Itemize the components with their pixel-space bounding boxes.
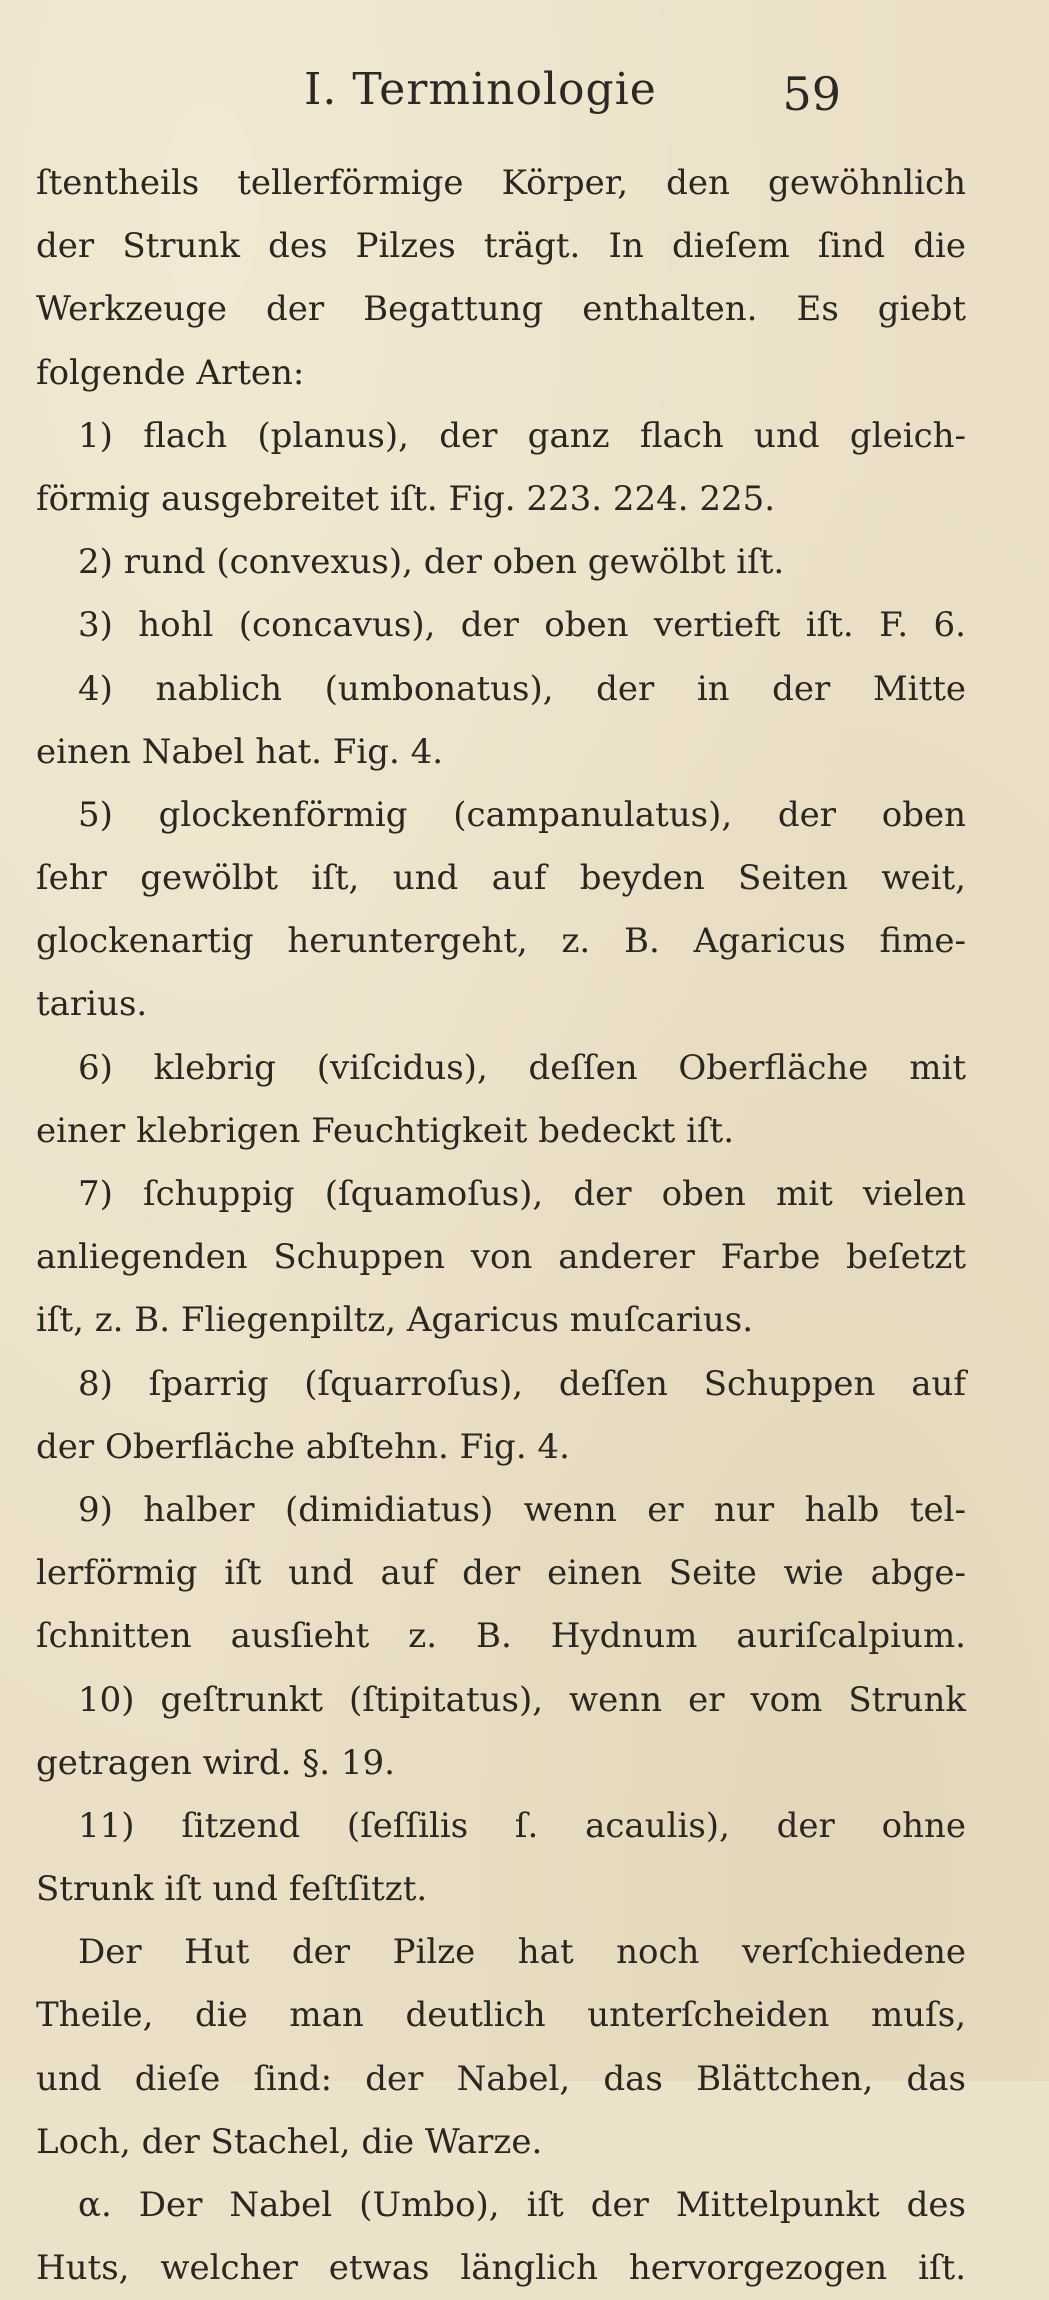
text-line: 2) rund (convexus), der oben gewölbt iſt. <box>78 542 785 583</box>
text-line: Loch, der Stachel, die Warze. <box>36 2121 543 2162</box>
text-line: und dieſe ſind: der Nabel, das Blättchen, das <box>36 2058 966 2099</box>
text-line: tarius. <box>36 984 148 1025</box>
text-line: 8) ſparrig (ſquarroſus), deſſen Schuppen auf <box>78 1363 966 1404</box>
text-line: der Strunk des Pilzes trägt. In dieſem ſind die <box>36 226 966 267</box>
text-line: 3) hohl (concavus), der oben vertieft iſt. F. 6. <box>78 605 966 646</box>
text-line: einer klebrigen Feuchtigkeit bedeckt iſt. <box>36 1110 735 1151</box>
running-head: I. Terminologie <box>304 64 657 115</box>
page-number: 59 <box>782 67 841 121</box>
text-line: α. Der Nabel (Umbo), iſt der Mittelpunkt des <box>78 2185 966 2225</box>
text-line: iſt, z. B. Fliegenpiltz, Agaricus muſcarius. <box>36 1300 754 1341</box>
text-line: 1) flach (planus), der ganz flach und gleich- <box>78 415 966 456</box>
text-line: einen Nabel hat. Fig. 4. <box>36 731 444 772</box>
text-line: anliegenden Schuppen von anderer Farbe beſetzt <box>36 1237 966 1278</box>
page-header <box>0 62 1049 132</box>
text-line: 9) halber (dimidiatus) wenn er nur halb tel- <box>78 1489 966 1530</box>
text-line: Strunk iſt und feſtſitzt. <box>36 1869 428 1910</box>
text-line: 10) geſtrunkt (ſtipitatus), wenn er vom Strunk <box>78 1679 966 1720</box>
text-line: Der Hut der Pilze hat noch verſchiedene <box>78 1932 966 1973</box>
text-line: lerförmig iſt und auf der einen Seite wie abge- <box>36 1553 966 1594</box>
text-line: der Oberfläche abſtehn. Fig. 4. <box>36 1426 570 1467</box>
text-line: 11) ſitzend (ſeſſilis ſ. acaulis), der ohne <box>78 1805 966 1846</box>
text-line: 6) klebrig (viſcidus), deſſen Oberfläche mit <box>78 1047 966 1088</box>
text-line: Werkzeuge der Begattung enthalten. Es giebt <box>36 289 966 330</box>
text-line: 5) glockenförmig (campanulatus), der oben <box>78 794 966 835</box>
text-line: 4) nablich (umbonatus), der in der Mitte <box>78 668 966 709</box>
text-line: Theile, die man deutlich unterſcheiden muſs, <box>36 1995 966 2036</box>
body-text <box>36 152 966 2300</box>
text-line: glockenartig heruntergeht, z. B. Agaricus fime- <box>36 921 966 962</box>
text-line: förmig ausgebreitet iſt. Fig. 223. 224. 225. <box>36 478 776 519</box>
text-line: Huts, welcher etwas länglich hervorgezogen iſt. <box>36 2248 966 2289</box>
text-line: folgende Arten: <box>36 352 305 393</box>
text-line: ſtentheils tellerförmige Körper, den gewöhnlich <box>36 163 966 203</box>
text-line: ſehr gewölbt iſt, und auf beyden Seiten weit, <box>36 858 966 899</box>
text-line: getragen wird. §. 19. <box>36 1742 395 1783</box>
text-line: ſchnitten ausſieht z. B. Hydnum auriſcalpium. <box>36 1616 966 1657</box>
text-line: 7) ſchuppig (ſquamoſus), der oben mit vielen <box>78 1174 966 1214</box>
